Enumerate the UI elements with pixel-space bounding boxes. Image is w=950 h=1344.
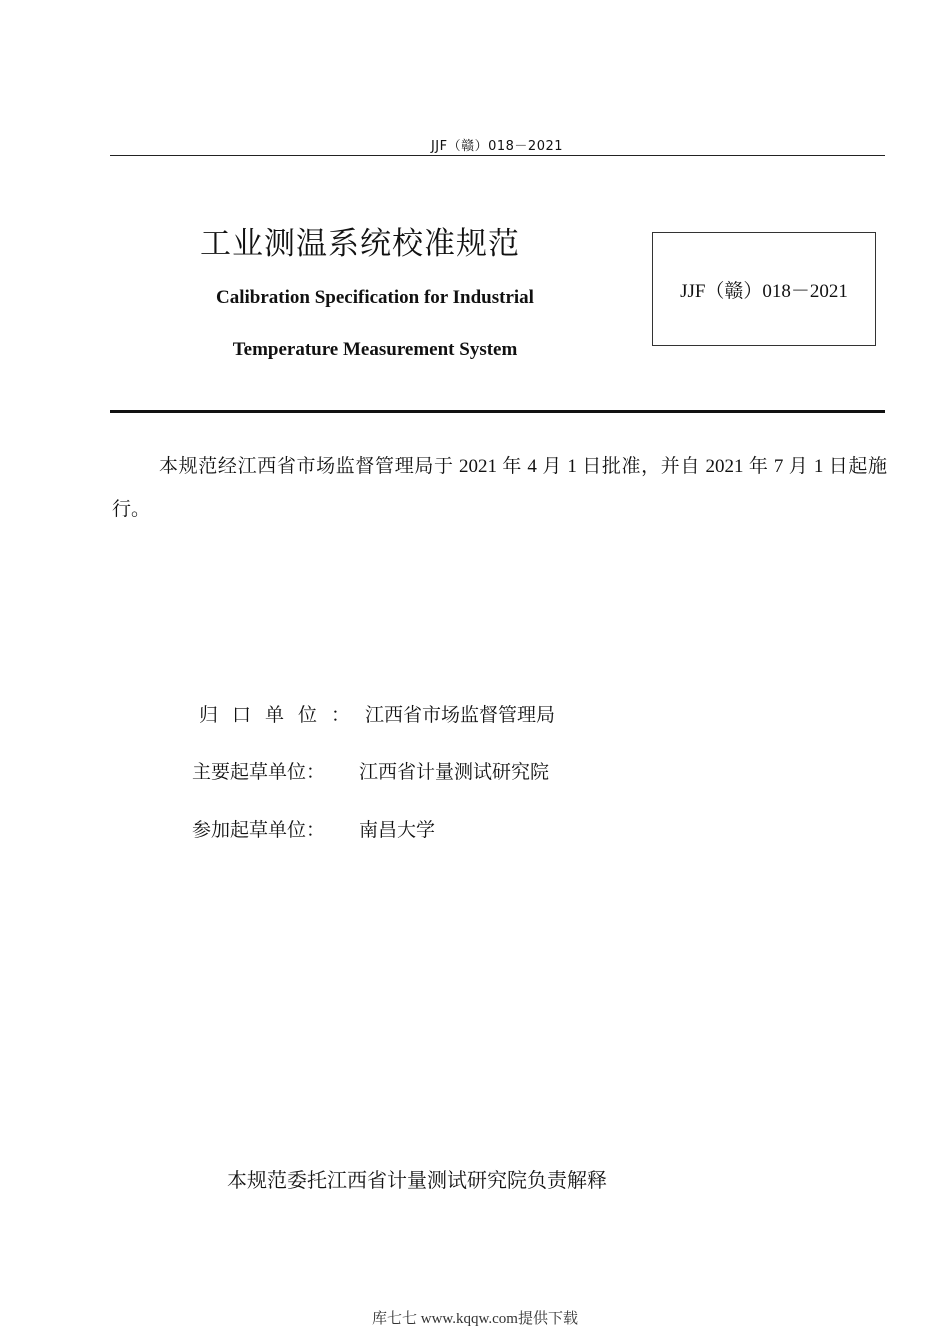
org-value: 南昌大学 [359, 819, 436, 841]
org-value: 江西省计量测试研究院 [359, 761, 550, 783]
document-title-english-line1: Calibration Specification for Industrial [216, 287, 534, 308]
document-title-chinese: 工业测温系统校准规范 [200, 226, 520, 262]
org-row-responsible [199, 700, 556, 727]
header-divider [110, 155, 885, 156]
standard-code-text: JJF（赣）018－2021 [680, 280, 848, 302]
download-footer: 库七七 www.kqqw.com提供下载 [372, 1311, 578, 1327]
org-row-main-drafter [192, 757, 550, 784]
document-title-english-line2: Temperature Measurement System [232, 339, 518, 360]
org-label: 主要起草单位： [192, 761, 326, 783]
org-row-participating-drafter [192, 815, 436, 842]
standard-code-box [652, 232, 876, 346]
org-label: 归口单位： [199, 704, 365, 726]
org-value: 江西省市场监督管理局 [365, 704, 556, 726]
org-label: 参加起草单位： [192, 819, 326, 841]
title-divider [110, 410, 885, 413]
approval-statement: 本规范经江西省市场监督管理局于 2021 年 4 月 1 日批准，并自 2021 年 7 月 1 日起施行。 [112, 456, 887, 520]
header-standard-code: JJF（赣）018－2021 [430, 139, 564, 154]
interpretation-statement: 本规范委托江西省计量测试研究院负责解释 [227, 1168, 607, 1192]
